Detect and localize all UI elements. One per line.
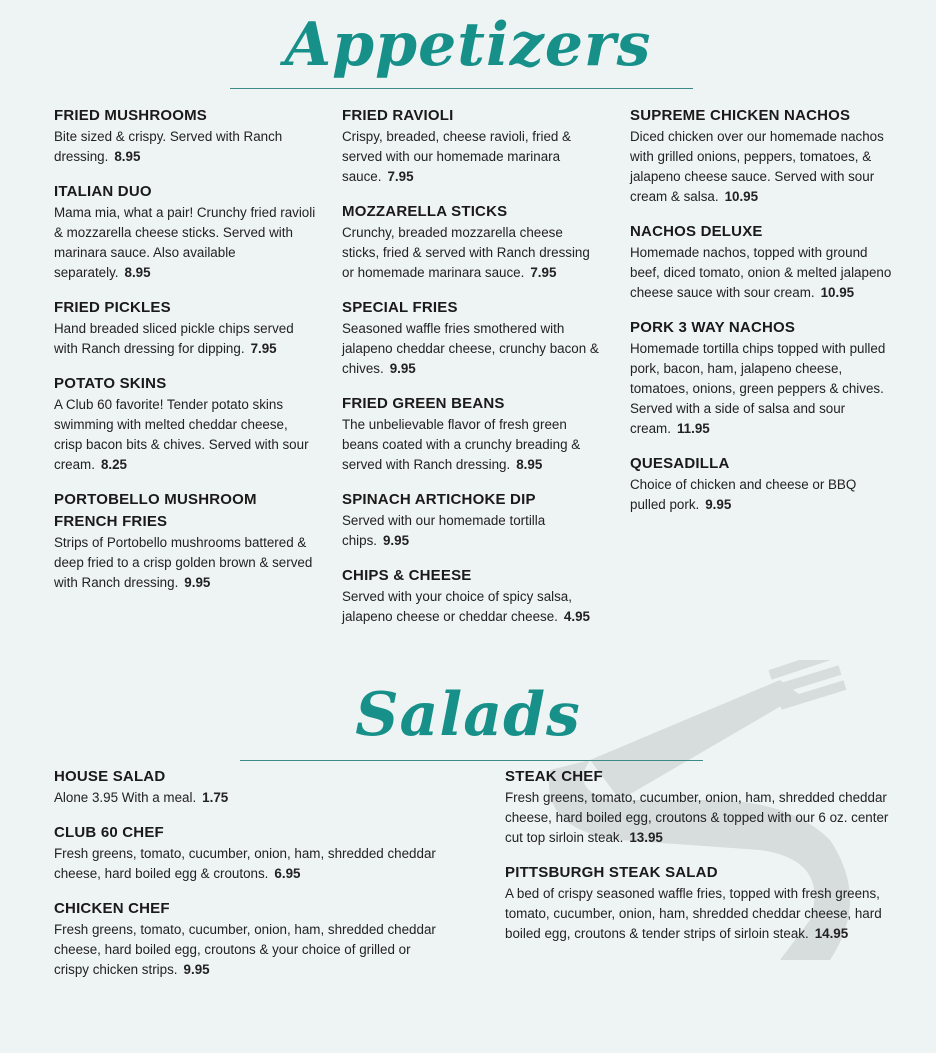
menu-item-price: 8.95 bbox=[516, 457, 543, 472]
menu-item-description bbox=[342, 415, 602, 475]
menu-item-description-text: Served with our homemade tortilla chips. bbox=[342, 513, 546, 548]
menu-item-description bbox=[630, 127, 895, 207]
menu-item-price: 8.25 bbox=[100, 457, 127, 472]
menu-item-description-text: Bite sized & crispy. Served with Ranch dressing. bbox=[54, 129, 283, 164]
menu-item-price: 6.95 bbox=[274, 866, 301, 881]
menu-item-name: FRIED GREEN BEANS bbox=[342, 395, 505, 412]
menu-item bbox=[630, 317, 895, 439]
menu-item-description bbox=[342, 511, 602, 551]
menu-item-name: POTATO SKINS bbox=[54, 375, 167, 392]
menu-item-name: HOUSE SALAD bbox=[54, 768, 166, 785]
menu-item-description-text: A bed of crispy seasoned waffle fries, topped with fresh greens, tomato, cucumber, onion, ham, shredded cheddar cheese, hard boiled egg, croutons & tender strips of sirloin steak. bbox=[505, 886, 882, 941]
menu-item bbox=[342, 393, 602, 475]
menu-item-description bbox=[54, 533, 319, 593]
appetizers-column-1 bbox=[54, 105, 319, 607]
menu-item-description-text: Fresh greens, tomato, cucumber, onion, ham, shredded cheddar cheese, hard boiled egg, croutons & topped with our 6 oz. center cut top sirloin steak. bbox=[505, 790, 889, 845]
menu-item-description-text: Diced chicken over our homemade nachos with grilled onions, peppers, tomatoes, & jalapeno cheese sauce. Served with sour cream & salsa. bbox=[630, 129, 884, 204]
menu-item bbox=[54, 181, 319, 283]
menu-item bbox=[505, 862, 900, 944]
menu-item-description-text: Served with your choice of spicy salsa, jalapeno cheese or cheddar cheese. bbox=[342, 589, 572, 624]
appetizers-column-2 bbox=[342, 105, 602, 641]
menu-item-description-text: Mama mia, what a pair! Crunchy fried ravioli & mozzarella cheese sticks. Served with marinara sauce. Also available separately. bbox=[54, 205, 316, 280]
menu-item-description bbox=[54, 920, 444, 980]
menu-item bbox=[342, 565, 602, 627]
menu-item-price: 8.95 bbox=[114, 149, 141, 164]
menu-item bbox=[54, 373, 319, 475]
menu-item-description bbox=[630, 475, 895, 515]
menu-item-name: PITTSBURGH STEAK SALAD bbox=[505, 864, 718, 881]
menu-item-description-text: Homemade nachos, topped with ground beef, diced tomato, onion & melted jalapeno cheese sauce with sour cream. bbox=[630, 245, 892, 300]
menu-item-description-text: Choice of chicken and cheese or BBQ pulled pork. bbox=[630, 477, 857, 512]
menu-item-price: 9.95 bbox=[389, 361, 416, 376]
menu-item-description bbox=[54, 844, 444, 884]
menu-item-price: 9.95 bbox=[183, 962, 210, 977]
menu-item-description-text: Crunchy, breaded mozzarella cheese sticks, fried & served with Ranch dressing or homemade marinara sauce. bbox=[342, 225, 590, 280]
menu-item-description bbox=[630, 339, 895, 439]
salads-column-1 bbox=[54, 766, 444, 994]
menu-item bbox=[342, 201, 602, 283]
menu-item-name: CLUB 60 CHEF bbox=[54, 824, 164, 841]
menu-item bbox=[630, 221, 895, 303]
menu-item-price: 11.95 bbox=[676, 421, 710, 436]
menu-item-name: ITALIAN DUO bbox=[54, 183, 152, 200]
menu-item-description bbox=[630, 243, 895, 303]
menu-item-description-text: Hand breaded sliced pickle chips served with Ranch dressing for dipping. bbox=[54, 321, 294, 356]
menu-item-description-text: Alone 3.95 With a meal. bbox=[54, 790, 197, 805]
menu-item-price: 10.95 bbox=[724, 189, 759, 204]
menu-item bbox=[342, 489, 602, 551]
menu-item-description-text: Crispy, breaded, cheese ravioli, fried & served with our homemade marinara sauce. bbox=[342, 129, 571, 184]
menu-item bbox=[54, 898, 444, 980]
menu-item-name: FRIED MUSHROOMS bbox=[54, 107, 207, 124]
salads-heading: Salads bbox=[355, 680, 581, 750]
menu-item-price: 4.95 bbox=[563, 609, 590, 624]
menu-item bbox=[630, 453, 895, 515]
menu-item-name: NACHOS DELUXE bbox=[630, 223, 763, 240]
menu-item-name: PORK 3 WAY NACHOS bbox=[630, 319, 796, 336]
menu-item-description bbox=[342, 587, 602, 627]
menu-item-description bbox=[54, 127, 319, 167]
menu-item bbox=[54, 297, 319, 359]
menu-item-description bbox=[54, 788, 444, 808]
menu-item-price: 7.95 bbox=[530, 265, 557, 280]
menu-item-price: 1.75 bbox=[202, 790, 229, 805]
menu-item-name: PORTOBELLO MUSHROOM FRENCH FRIES bbox=[54, 491, 257, 530]
menu-item-price: 10.95 bbox=[820, 285, 855, 300]
menu-item bbox=[54, 489, 319, 593]
menu-item-description bbox=[54, 319, 319, 359]
menu-item-description-text: Homemade tortilla chips topped with pulled pork, bacon, ham, jalapeno cheese, tomatoes, onions, green peppers & chives. Served with a side of salsa and sour cream. bbox=[630, 341, 886, 436]
menu-item-description bbox=[342, 319, 602, 379]
menu-item-name: SPECIAL FRIES bbox=[342, 299, 458, 316]
menu-item bbox=[54, 822, 444, 884]
menu-item bbox=[342, 297, 602, 379]
menu-item bbox=[630, 105, 895, 207]
menu-item-description bbox=[505, 788, 900, 848]
menu-item-description bbox=[54, 395, 319, 475]
menu-item-price: 14.95 bbox=[814, 926, 849, 941]
menu-item-description-text: Fresh greens, tomato, cucumber, onion, ham, shredded cheddar cheese, hard boiled egg, croutons & your choice of grilled or crispy chicken strips. bbox=[54, 922, 436, 977]
menu-item-description bbox=[342, 127, 602, 187]
appetizers-column-3 bbox=[630, 105, 895, 529]
menu-item bbox=[54, 105, 319, 167]
appetizers-heading: Appetizers bbox=[284, 10, 652, 80]
menu-item-price: 7.95 bbox=[387, 169, 414, 184]
menu-item-name: SPINACH ARTICHOKE DIP bbox=[342, 491, 536, 508]
menu-item-name: STEAK CHEF bbox=[505, 768, 603, 785]
menu-item-description-text: Strips of Portobello mushrooms battered & deep fried to a crisp golden brown & served with Ranch dressing. bbox=[54, 535, 313, 590]
menu-item bbox=[505, 766, 900, 848]
menu-item-name: MOZZARELLA STICKS bbox=[342, 203, 508, 220]
menu-item-description bbox=[54, 203, 319, 283]
menu-item-name: SUPREME CHICKEN NACHOS bbox=[630, 107, 851, 124]
menu-item-price: 9.95 bbox=[705, 497, 732, 512]
menu-item bbox=[342, 105, 602, 187]
menu-item-name: CHIPS & CHEESE bbox=[342, 567, 472, 584]
menu-item-description-text: Fresh greens, tomato, cucumber, onion, ham, shredded cheddar cheese, hard boiled egg & croutons. bbox=[54, 846, 436, 881]
menu-item-description bbox=[505, 884, 900, 944]
menu-item-price: 9.95 bbox=[184, 575, 211, 590]
menu-item-name: CHICKEN CHEF bbox=[54, 900, 170, 917]
menu-item-price: 13.95 bbox=[629, 830, 663, 845]
menu-item-name: FRIED RAVIOLI bbox=[342, 107, 454, 124]
menu-item-price: 8.95 bbox=[124, 265, 151, 280]
menu-item-price: 7.95 bbox=[250, 341, 277, 356]
appetizers-divider bbox=[230, 88, 693, 89]
menu-item-description-text: Seasoned waffle fries smothered with jalapeno cheddar cheese, crunchy bacon & chives. bbox=[342, 321, 599, 376]
menu-item-description-text: The unbelievable flavor of fresh green beans coated with a crunchy breading & served with Ranch dressing. bbox=[342, 417, 581, 472]
salads-divider bbox=[240, 760, 703, 761]
menu-item-price: 9.95 bbox=[382, 533, 410, 548]
menu-item-description-text: A Club 60 favorite! Tender potato skins swimming with melted cheddar cheese, crisp bacon bits & chives. Served with sour cream. bbox=[54, 397, 309, 472]
menu-item-description bbox=[342, 223, 602, 283]
menu-item-name: FRIED PICKLES bbox=[54, 299, 171, 316]
menu-item-name: QUESADILLA bbox=[630, 455, 730, 472]
salads-column-2 bbox=[505, 766, 900, 958]
menu-item bbox=[54, 766, 444, 808]
